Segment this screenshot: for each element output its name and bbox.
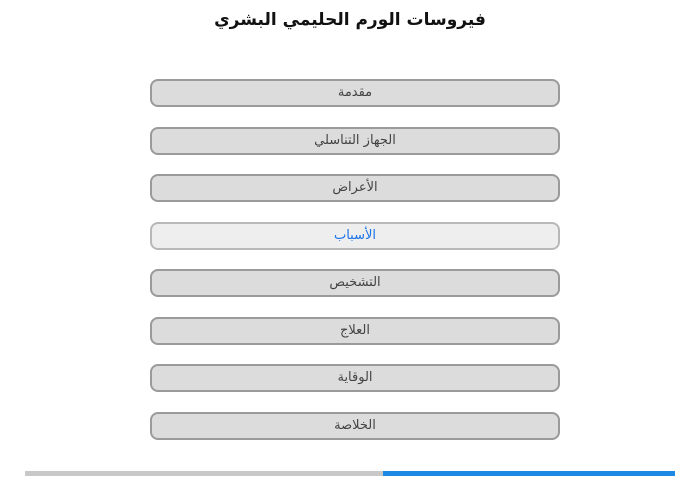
menu-item-reproductive-system[interactable]: الجهاز التناسلي [150, 127, 560, 155]
menu-item-diagnosis[interactable]: التشخيص [150, 269, 560, 297]
progress-bar-fill [383, 471, 676, 476]
menu-item-introduction[interactable]: مقدمة [150, 79, 560, 107]
page-title: فيروسات الورم الحليمي البشري [214, 10, 486, 30]
chapter-menu [150, 79, 560, 459]
menu-item-prevention[interactable]: الوقاية [150, 364, 560, 392]
menu-item-treatment[interactable]: العلاج [150, 317, 560, 345]
menu-item-causes[interactable]: الأسباب [150, 222, 560, 250]
menu-item-symptoms[interactable]: الأعراض [150, 174, 560, 202]
menu-item-conclusion[interactable]: الخلاصة [150, 412, 560, 440]
progress-bar [25, 471, 675, 476]
